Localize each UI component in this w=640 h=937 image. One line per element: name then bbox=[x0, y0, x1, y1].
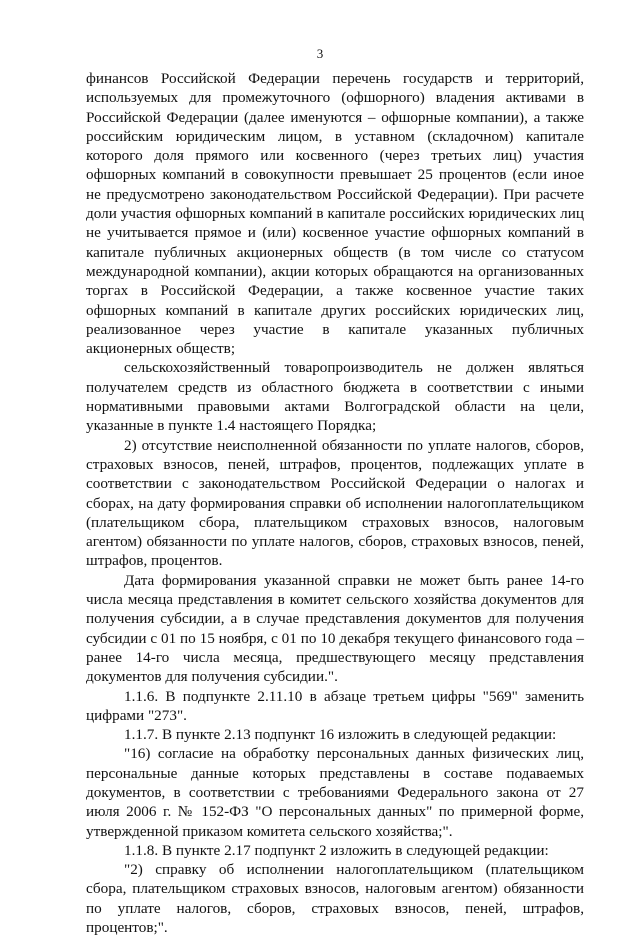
page-number: 3 bbox=[316, 46, 324, 61]
paragraph-clause-1-1-8: 1.1.8. В пункте 2.17 подпункт 2 изложить в следующей редакции: bbox=[124, 841, 549, 859]
paragraph-consent-personal-data: "16) согласие на обработку персональных данных физических лиц, персональные данные которых представлены в составе подаваемых документов, в соответствии с требованиями Федерального закона от 27 июля 2006 г. № 152-ФЗ "О персональных данных" по примерной форме, утвержденной приказом комитета сельского хозяйства;". bbox=[86, 745, 584, 840]
paragraph-offshore-companies: финансов Российской Федерации перечень государств и территорий, используемых для промежуточного (офшорного) владения активами в Российской Федерации (далее именуются – офшорные компании), а также российским юридическим лицом, в уставном (складочном) капитале которого доля прямого или косвенного (через третьих лиц) участия офшорных компаний в совокупности превышает 25 процентов (если иное не предусмотрено законодательством Российской Федерации). При расчете доли участия офшорных компаний в капитале российских юридических лиц не учитывается прямое и (или) косвенное участие офшорных компаний в капитале публичных акционерных обществ (в том числе со статусом международной компании), акции которых обращаются на организованных торгах в Российской Федерации, а также косвенное участие таких офшорных компаний в капитале других российских юридических лиц, реализованное через участие в капитале указанных публичных акционерных обществ; bbox=[86, 70, 584, 358]
paragraph-certificate-date: Дата формирования указанной справки не может быть ранее 14-го числа месяца представления в комитет сельского хозяйства документов для получения субсидии, а в случае представления документов для получения субсидии с 01 по 15 ноября, с 01 по 10 декабря текущего финансового года – ранее 14-го числа месяца, предшествующего месяцу представления документов для получения субсидии.". bbox=[86, 571, 584, 686]
paragraph-clause-1-1-6: 1.1.6. В подпункте 2.11.10 в абзаце третьем цифры "569" заменить цифрами "273". bbox=[86, 687, 584, 724]
paragraph-tax-obligation: 2) отсутствие неисполненной обязанности по уплате налогов, сборов, страховых взносов, пеней, штрафов, процентов, подлежащих уплате в соответствии с законодательством Российской Федерации о налогах и сборах, на дату формирования справки об исполнении налогоплательщиком (плательщиком сбора, плательщиком страховых взносов, налоговым агентом) обязанности по уплате налогов, сборов, страховых взносов, пеней, штрафов, процентов. bbox=[86, 436, 584, 570]
paragraph-clause-1-1-7: 1.1.7. В пункте 2.13 подпункт 16 изложить в следующей редакции: bbox=[124, 726, 557, 744]
paragraph-producer-requirement: сельскохозяйственный товаропроизводитель не должен являться получателем средств из областного бюджета в соответствии с иными нормативными правовыми актами Волгоградской области на цели, указанные в пункте 1.4 настоящего Порядка; bbox=[86, 359, 584, 435]
document-body bbox=[86, 69, 584, 937]
paragraph-tax-certificate: "2) справку об исполнении налогоплательщиком (плательщиком сбора, плательщиком страховых взносов, налоговым агентом) обязанности по уплате налогов, сборов, страховых взносов, пеней, штрафов, процентов;". bbox=[86, 861, 584, 937]
